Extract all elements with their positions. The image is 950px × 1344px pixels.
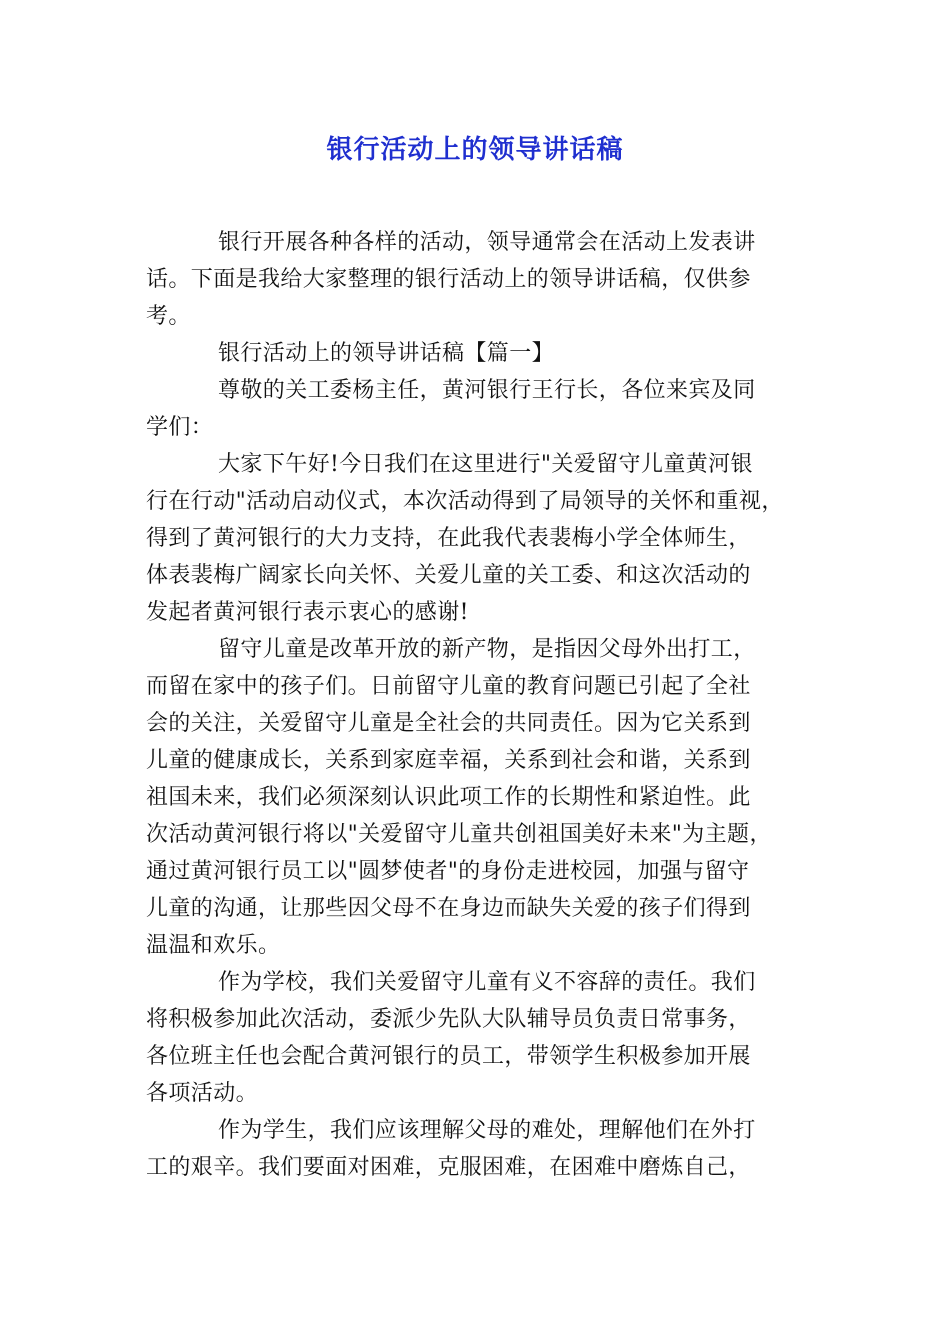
text-line: 作为学校，我们关爱留守儿童有义不容辞的责任。我们	[218, 970, 756, 995]
text-line: 作为学生，我们应该理解父母的难处，理解他们在外打	[218, 1118, 756, 1143]
text-line: 行在行动"活动启动仪式，本次活动得到了局领导的关怀和重视，	[146, 489, 784, 514]
text-line: 体表裴梅广阔家长向关怀、关爱儿童的关工委、和这次活动的	[146, 563, 751, 588]
text-line: 银行活动上的领导讲话稿【篇一】	[218, 341, 555, 366]
text-line: 次活动黄河银行将以"关爱留守儿童共创祖国美好未来"为主题，	[146, 822, 772, 847]
text-line: 温温和欢乐。	[146, 933, 281, 958]
text-line: 各项活动。	[146, 1081, 259, 1106]
text-line: 尊敬的关工委杨主任，黄河银行王行长，各位来宾及同	[218, 378, 756, 403]
text-line: 大家下午好!今日我们在这里进行"关爱留守儿童黄河银	[218, 452, 753, 477]
text-line: 话。下面是我给大家整理的银行活动上的领导讲话稿，仅供参	[146, 267, 751, 292]
text-line: 学们：	[146, 415, 214, 440]
text-line: 得到了黄河银行的大力支持，在此我代表裴梅小学全体师生，	[146, 526, 751, 551]
text-line: 儿童的沟通，让那些因父母不在身边而缺失关爱的孩子们得到	[146, 896, 751, 921]
text-line: 工的艰辛。我们要面对困难，克服困难，在困难中磨炼自己，	[146, 1155, 751, 1180]
text-line: 将积极参加此次活动，委派少先队大队辅导员负责日常事务，	[146, 1007, 751, 1032]
text-line: 发起者黄河银行表示衷心的感谢!	[146, 600, 469, 625]
text-line: 会的关注，关爱留守儿童是全社会的共同责任。因为它关系到	[146, 711, 751, 736]
text-line: 通过黄河银行员工以"圆梦使者"的身份走进校园，加强与留守	[146, 859, 750, 884]
text-line: 各位班主任也会配合黄河银行的员工，带领学生积极参加开展	[146, 1044, 751, 1069]
document-title: 银行活动上的领导讲话稿	[326, 135, 624, 165]
text-line: 留守儿童是改革开放的新产物，是指因父母外出打工，	[218, 637, 756, 662]
text-line: 儿童的健康成长，关系到家庭幸福，关系到社会和谐，关系到	[146, 748, 751, 773]
text-line: 银行开展各种各样的活动，领导通常会在活动上发表讲	[218, 230, 756, 255]
text-line: 祖国未来，我们必须深刻认识此项工作的长期性和紧迫性。此	[146, 785, 751, 810]
text-line: 而留在家中的孩子们。日前留守儿童的教育问题已引起了全社	[146, 674, 751, 699]
document-body	[146, 224, 818, 1186]
text-line: 考。	[146, 304, 191, 329]
